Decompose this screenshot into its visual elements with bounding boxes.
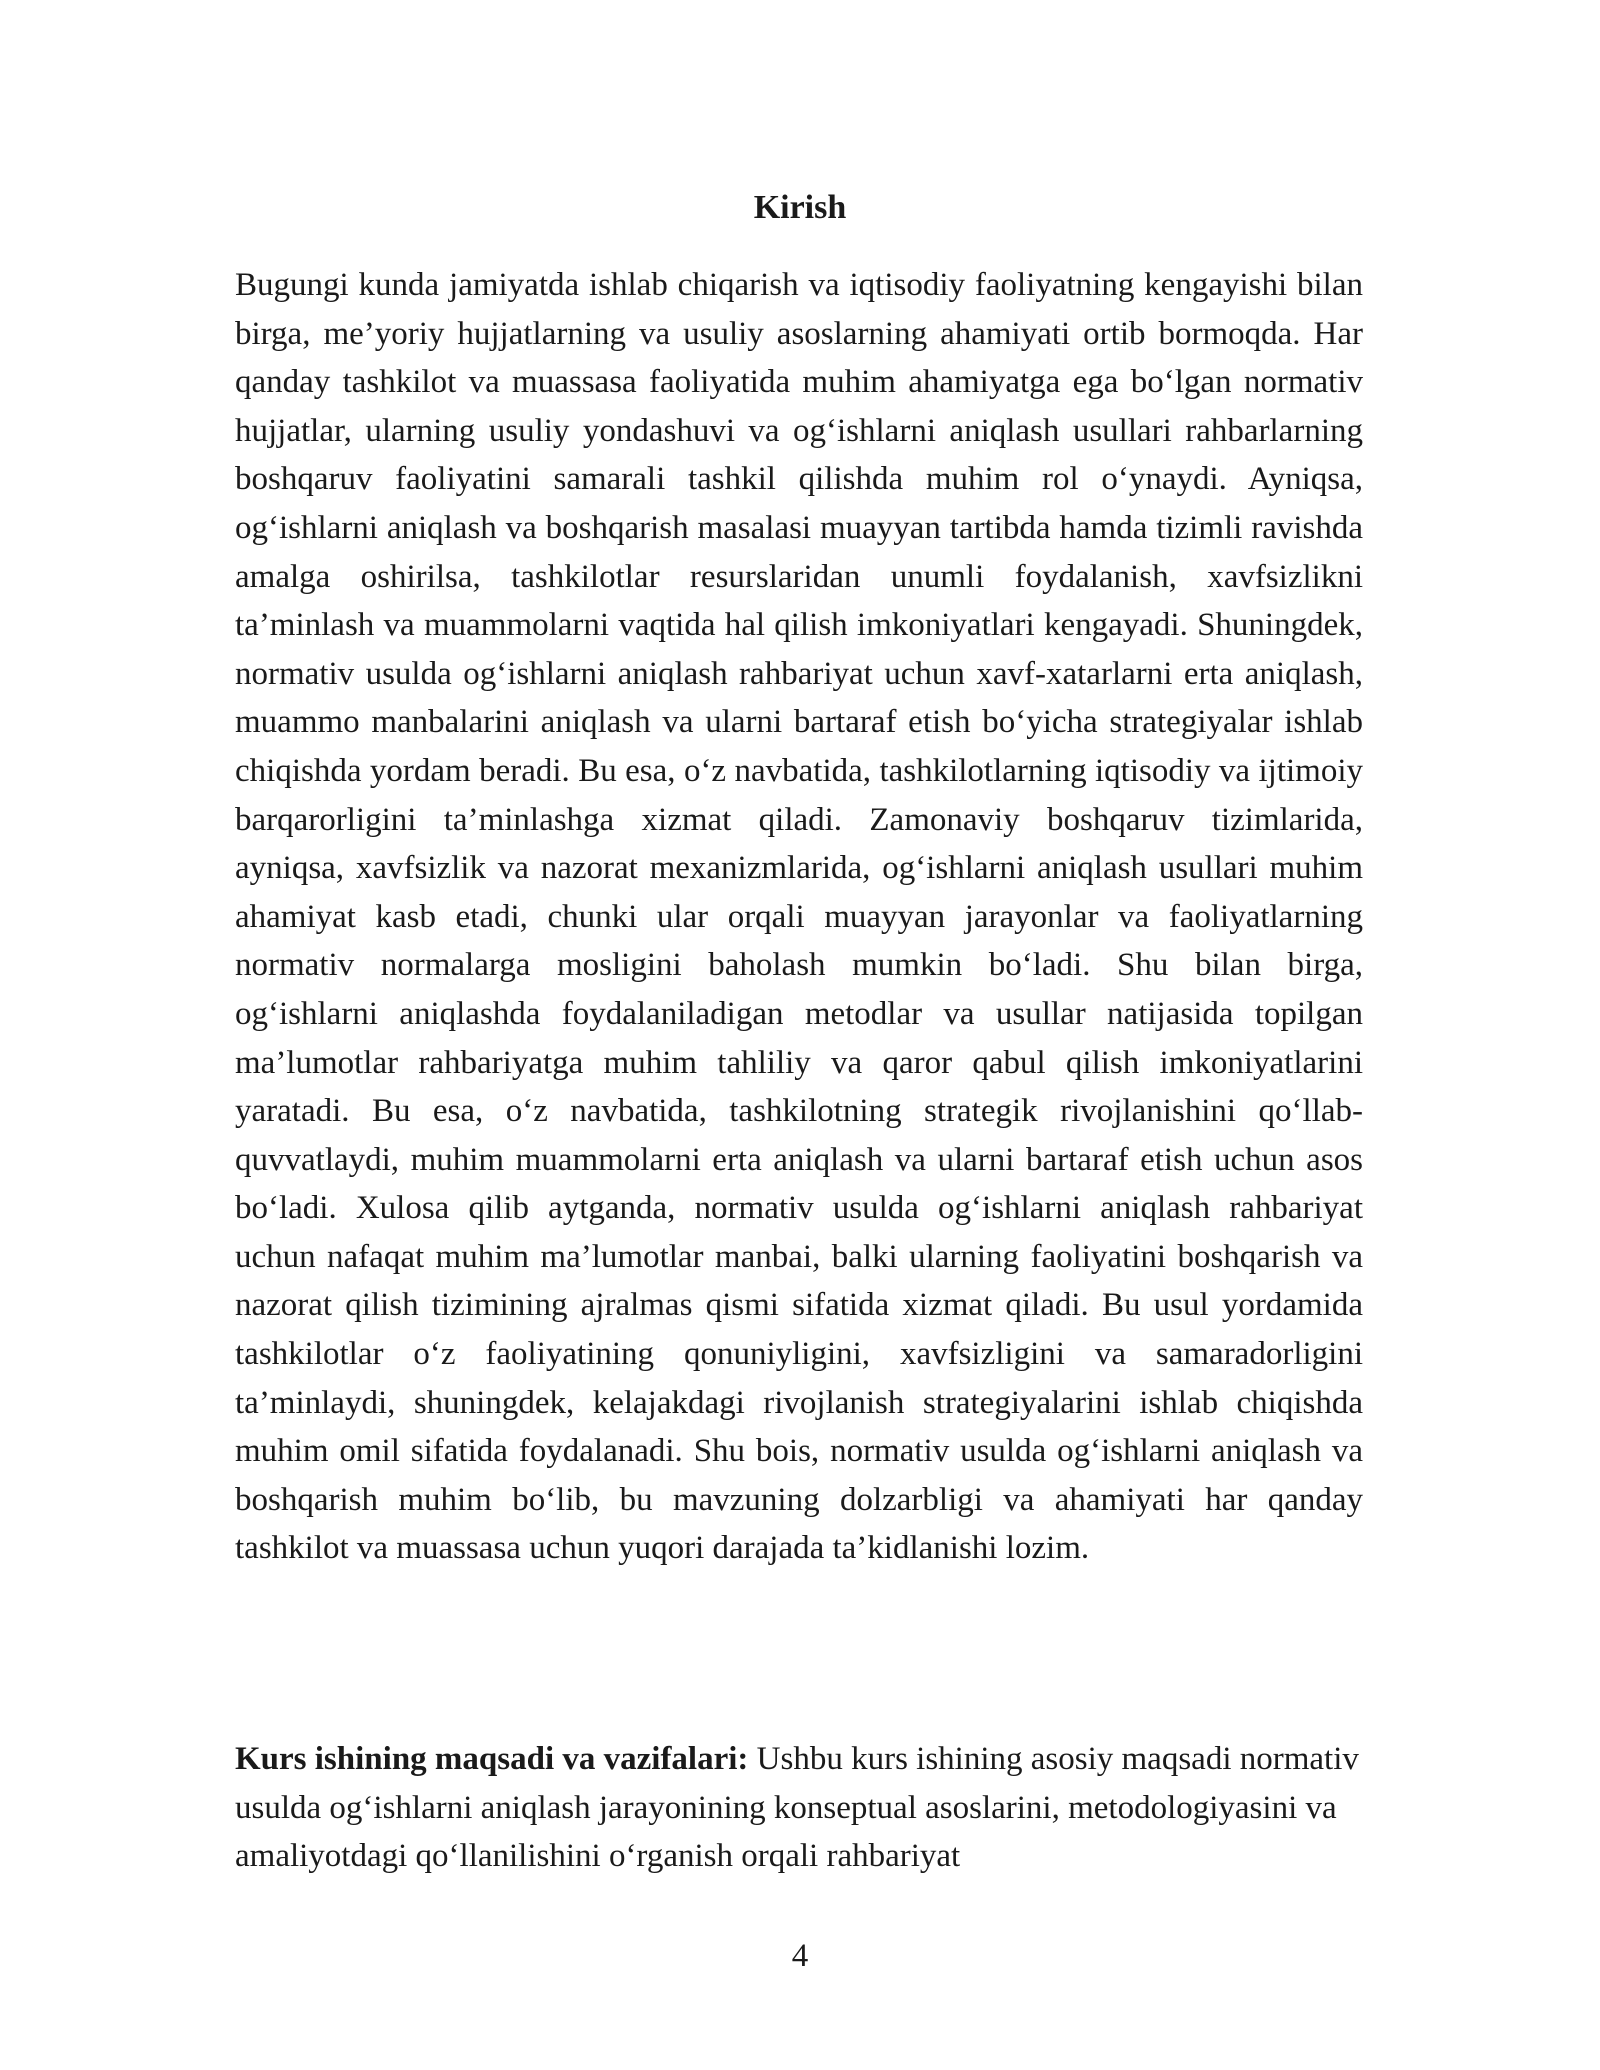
section-heading: Kirish xyxy=(753,189,847,226)
goals-paragraph xyxy=(235,1735,1363,1881)
intro-paragraph: Bugungi kunda jamiyatda ishlab chiqarish va iqtisodiy faoliyatning kengayishi bilan birga, me’yoriy hujjatlarning va usuliy asoslarning ahamiyati ortib bormoqda. Har qanday tashkilot va muassasa faoliyatida muhim ahamiyatga ega bo‘lgan normativ hujjatlar, ularning usuliy yondashuvi va og‘ishlarni aniqlash usullari rahbarlarning boshqaruv faoliyatini samarali tashkil qilishda muhim rol o‘ynaydi. Ayniqsa, og‘ishlarni aniqlash va boshqarish masalasi muayyan tartibda hamda tizimli ravishda amalga oshirilsa, tashkilotlar resurslaridan unumli foydalanish, xavfsizlikni ta’minlash va muammolarni vaqtida hal qilish imkoniyatlari kengayadi. Shuningdek, normativ usulda og‘ishlarni aniqlash rahbariyat uchun xavf-xatarlarni erta aniqlash, muammo manbalarini aniqlash va ularni bartaraf etish bo‘yicha strategiyalar ishlab chiqishda yordam beradi. Bu esa, o‘z navbatida, tashkilotlarning iqtisodiy va ijtimoiy barqarorligini ta’minlashga xizmat qiladi. Zamonaviy boshqaruv tizimlarida, ayniqsa, xavfsizlik va nazorat mexanizmlarida, og‘ishlarni aniqlash usullari muhim ahamiyat kasb etadi, chunki ular orqali muayyan jarayonlar va faoliyatlarning normativ normalarga mosligini baholash mumkin bo‘ladi. Shu bilan birga, og‘ishlarni aniqlashda foydalaniladigan metodlar va usullar natijasida topilgan ma’lumotlar rahbariyatga muhim tahliliy va qaror qabul qilish imkoniyatlarini yaratadi. Bu esa, o‘z navbatida, tashkilotning strategik rivojlanishini qo‘llab-quvvatlaydi, muhim muammolarni erta aniqlash va ularni bartaraf etish uchun asos bo‘ladi. Xulosa qilib aytganda, normativ usulda og‘ishlarni aniqlash rahbariyat uchun nafaqat muhim ma’lumotlar manbai, balki ularning faoliyatini boshqarish va nazorat qilish tizimining ajralmas qismi sifatida xizmat qiladi. Bu usul yordamida tashkilotlar o‘z faoliyatining qonuniyligini, xavfsizligini va samaradorligini ta’minlaydi, shuningdek, kelajakdagi rivojlanish strategiyalarini ishlab chiqishda muhim omil sifatida foydalanadi. Shu bois, normativ usulda og‘ishlarni aniqlash va boshqarish muhim bo‘lib, bu mavzuning dolzarbligi va ahamiyati har qanday tashkilot va muassasa uchun yuqori darajada ta’kidlanishi lozim. xyxy=(235,267,1363,1567)
goals-label: Kurs ishining maqsadi va vazifalari: xyxy=(235,1741,749,1777)
goals-text: Ushbu kurs ishining asosiy maqsadi normativ usulda og‘ishlarni aniqlash jarayonining konseptual asoslarini, metodologiyasini va amaliyotdagi qo‘llanilishini o‘rganish orqali rahbariyat xyxy=(235,1741,1359,1875)
page-number: 4 xyxy=(791,1938,809,1974)
